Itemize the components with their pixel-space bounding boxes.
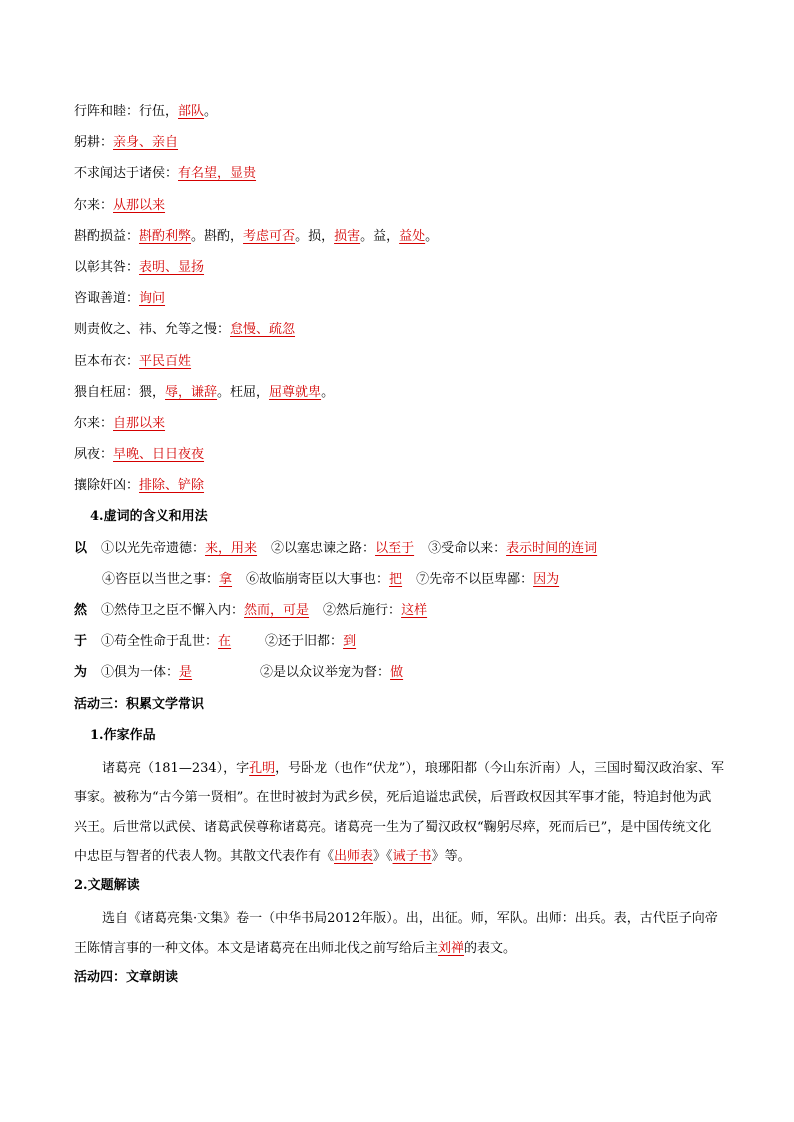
xuci-char: 为 (74, 665, 88, 681)
vocab-term: 。枉屈， (217, 384, 270, 400)
xuci-answer: 做 (390, 665, 404, 681)
vocab-term: 。益， (360, 228, 400, 244)
vocab-tail: 。 (204, 104, 218, 119)
works-answer: 孔明 (249, 760, 276, 776)
xuci-answer: 因为 (533, 571, 560, 587)
xuci-question: ⑦先帝不以臣卑鄙： (416, 571, 534, 587)
vocab-term: 不求闻达于诸侯： (74, 166, 179, 182)
vocab-answer: 斟酌利弊 (139, 228, 192, 244)
xuci-question: ①然侍卫之臣不懈入内： (101, 603, 245, 618)
xuci-answer: 然而，可是 (244, 603, 310, 618)
vocab-term: 尔来： (74, 197, 114, 213)
vocab-line (74, 317, 724, 348)
xuci-answer: 在 (218, 634, 232, 650)
xuci-answer: 把 (389, 571, 403, 587)
xuci-line-yu (74, 629, 724, 660)
vocab-term: 攘除奸凶： (74, 478, 140, 494)
xuci-line-wei (74, 660, 724, 691)
vocab-term: 则责攸之、祎、允等之慢： (74, 322, 231, 338)
vocab-term: 斟酌损益： (74, 228, 140, 244)
xuci-line-ran (74, 598, 724, 629)
title-heading: 2.文题解读 (74, 878, 140, 894)
xuci-answer: 来，用来 (205, 540, 258, 556)
xuci-question: ②是以众议举宠为督： (260, 665, 391, 681)
activity4-heading: 活动四：文章朗读 (74, 969, 179, 985)
xuci-char: 以 (74, 540, 88, 556)
vocab-answer: 平民百姓 (139, 353, 192, 369)
xuci-answer: 以至于 (375, 540, 415, 556)
vocab-answer: 自那以来 (113, 415, 166, 431)
vocab-term: 夙夜： (74, 447, 114, 463)
vocab-line (74, 286, 724, 317)
vocab-term: 尔来： (74, 415, 114, 431)
document-page (74, 99, 724, 996)
vocab-answer: 损害 (334, 228, 361, 244)
vocab-answer: 排除、铲除 (139, 478, 205, 494)
vocab-answer: 屈尊就卑 (269, 384, 322, 400)
xuci-answer: 拿 (219, 571, 233, 587)
vocab-line (74, 411, 724, 442)
vocab-answer: 早晚、日日夜夜 (113, 447, 205, 463)
vocab-term: 咨诹善道： (74, 291, 140, 307)
vocab-answer: 亲身、亲自 (113, 135, 179, 151)
vocab-line (74, 473, 724, 504)
vocab-line-weizi (74, 380, 724, 411)
xuci-answer: 到 (343, 634, 357, 650)
works-text: 》《 (373, 848, 393, 864)
title-answer: 刘禅 (438, 940, 465, 956)
xuci-question: ②以塞忠谏之路： (271, 540, 376, 556)
vocab-term: 猥自枉屈：猥， (74, 384, 166, 400)
vocab-line (74, 161, 724, 192)
works-paragraph (74, 754, 724, 871)
vocab-tail: 。 (425, 228, 439, 244)
xuci-line-yi-2 (74, 567, 724, 598)
xuci-answer: 是 (179, 665, 193, 681)
works-answer: 出师表 (334, 848, 374, 864)
vocab-tail: 。 (321, 384, 335, 400)
vocab-term: 行阵和睦：行伍， (74, 104, 179, 119)
xuci-question: ②还于旧都： (265, 634, 344, 650)
works-answer: 诫子书 (392, 848, 432, 864)
section-heading-xuci: 4.虚词的含义和用法 (90, 509, 208, 525)
xuci-line-yi-1 (74, 536, 724, 567)
works-text: ，号卧龙（也作“伏龙”），琅琊阳都（今山东沂南）人，三国时蜀汉政治家、军事家。被称为“古今第一贤相”。在世时被封为武乡侯，死后追谥忠武侯，后晋政权因其军事才能，特追封他为武兴王。后世常以武侯、诸葛武侯尊称诸葛亮。诸葛亮一生为了蜀汉政权“鞠躬尽瘁，死而后已”，是中国传统文化中忠臣与智者的代表人物。其散文代表作有《 (74, 760, 724, 864)
xuci-question: ④咨臣以当世之事： (102, 571, 220, 587)
vocab-answer: 表明、显扬 (139, 259, 205, 275)
vocab-answer: 有名望，显贵 (178, 166, 257, 182)
vocab-line (74, 349, 724, 380)
activity3-heading: 活动三：积累文学常识 (74, 696, 205, 712)
xuci-answer: 这样 (401, 603, 428, 618)
works-heading: 1.作家作品 (90, 727, 156, 743)
xuci-question: ③受命以来： (428, 540, 507, 556)
title-text: 的表文。 (464, 940, 517, 956)
xuci-question: ①俱为一体： (101, 665, 180, 681)
vocab-answer: 怠慢、疏忽 (230, 322, 296, 338)
vocab-answer: 从那以来 (113, 197, 166, 213)
vocab-answer: 益处 (399, 228, 426, 244)
vocab-answer: 考虑可否 (243, 228, 296, 244)
vocab-line-zhenzhuo (74, 224, 724, 255)
xuci-char: 然 (74, 603, 88, 618)
xuci-question: ①苟全性命于乱世： (101, 634, 219, 650)
xuci-question: ①以光先帝遗德： (101, 540, 206, 556)
vocab-term: 臣本布衣： (74, 353, 140, 369)
works-text: 》等。 (431, 848, 471, 864)
vocab-line (74, 99, 724, 130)
vocab-line (74, 442, 724, 473)
vocab-term: 躬耕： (74, 135, 114, 151)
xuci-char: 于 (74, 634, 88, 650)
vocab-line (74, 255, 724, 286)
xuci-question: ②然后施行： (323, 603, 402, 618)
vocab-term: 。损， (295, 228, 335, 244)
xuci-question: ⑥故临崩寄臣以大事也： (246, 571, 390, 587)
vocab-line (74, 193, 724, 224)
vocab-answer: 询问 (139, 291, 166, 307)
title-text: 选自《诸葛亮集·文集》卷一（中华书局2012年版）。出，出征。师，军队。出师：出兵。表，古代臣子向帝王陈情言事的一种文体。本文是诸葛亮在出师北伐之前写给后主 (74, 911, 718, 956)
vocab-term: 。斟酌， (191, 228, 244, 244)
vocab-answer: 部队 (178, 104, 205, 119)
works-text: 诸葛亮（181—234），字 (102, 760, 250, 776)
title-paragraph (74, 904, 724, 963)
vocab-answer: 辱，谦辞 (165, 384, 218, 400)
vocab-line (74, 130, 724, 161)
vocab-term: 以彰其咎： (74, 259, 140, 275)
xuci-answer: 表示时间的连词 (506, 540, 598, 556)
